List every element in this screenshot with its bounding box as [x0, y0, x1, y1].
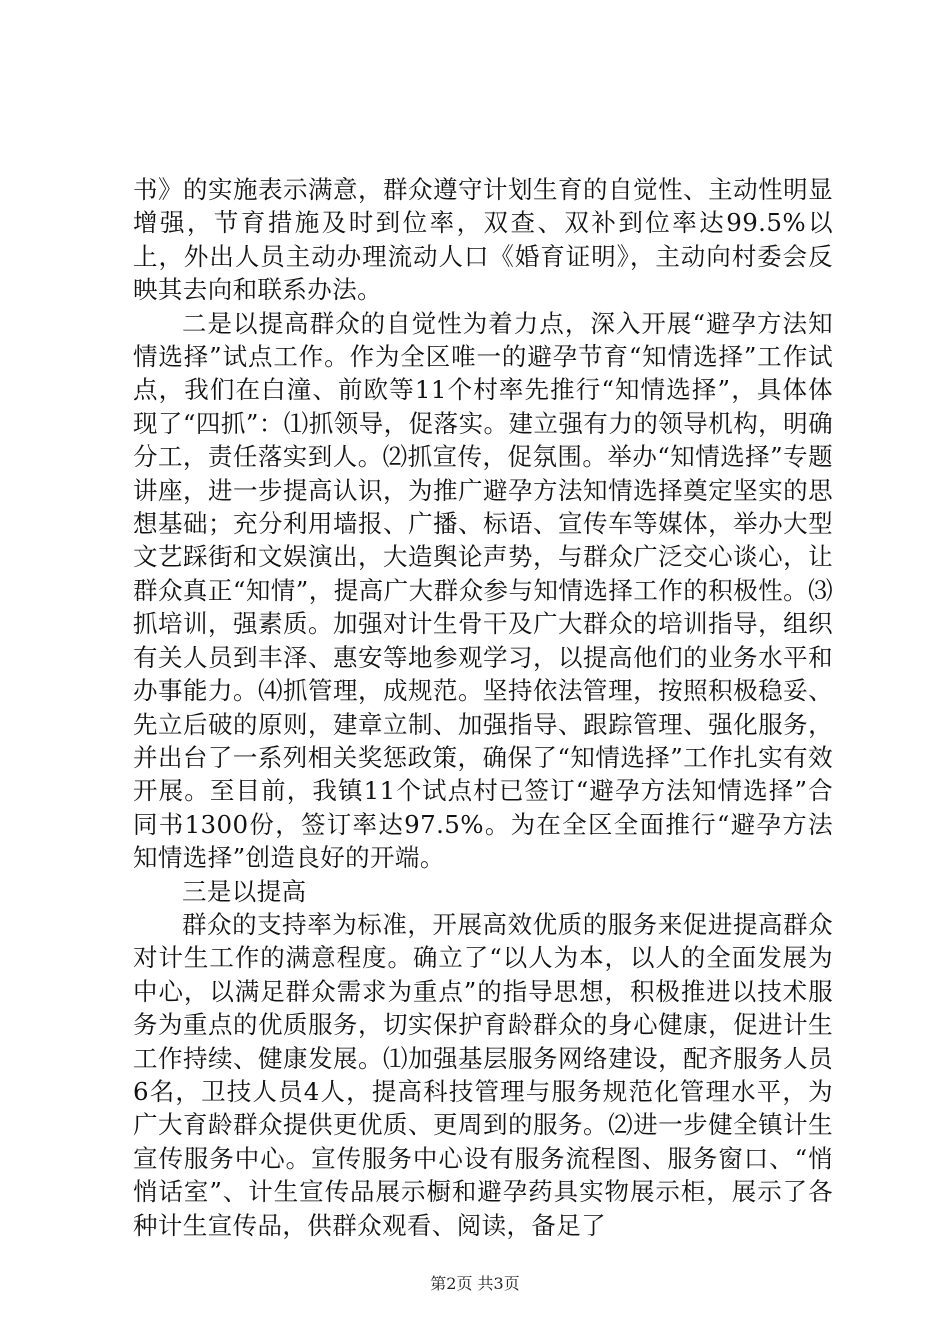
- paragraph-quality-service: 群众的支持率为标准，开展高效优质的服务来促进提高群众对计生工作的满意程度。确立了“以人为本，以人的全面发展为中心，以满足群众需求为重点”的指导思想，积极推进以技术服务为重点的优质服务，切实保护育龄群众的身心健康，促进计生工作持续、健康发展。⑴加强基层服务网络建设，配齐服务人员6名，卫技人员4人，提高科技管理与服务规范化管理水平，为广大育龄群众提供更优质、更周到的服务。⑵进一步健全镇计生宣传服务中心。宣传服务中心设有服务流程图、服务窗口、“悄悄话室”、计生宣传品展示橱和避孕药具实物展示柜，展示了各种计生宣传品，供群众观看、阅读，备足了: [133, 909, 833, 1240]
- document-body: [133, 173, 833, 1242]
- paragraph-third-point-heading: 三是以提高: [182, 876, 307, 906]
- paragraph-informed-choice: 二是以提高群众的自觉性为着力点，深入开展“避孕方法知情选择”试点工作。作为全区唯一的避孕节育“知情选择”工作试点，我们在白潼、前欧等11个村率先推行“知情选择”，具体体现了“四抓”：⑴抓领导，促落实。建立强有力的领导机构，明确分工，责任落实到人。⑵抓宣传，促氛围。举办“知情选择”专题讲座，进一步提高认识，为推广避孕方法知情选择奠定坚实的思想基础；充分利用墙报、广播、标语、宣传车等媒体，举办大型文艺踩街和文娱演出，大造舆论声势，与群众广泛交心谈心，让群众真正“知情”，提高广大群众参与知情选择工作的积极性。⑶抓培训，强素质。加强对计生骨干及广大群众的培训指导，组织有关人员到丰泽、惠安等地参观学习，以提高他们的业务水平和办事能力。⑷抓管理，成规范。坚持依法管理，按照积极稳妥、先立后破的原则，建章立制、加强指导、跟踪管理、强化服务，并出台了一系列相关奖惩政策，确保了“知情选择”工作扎实有效开展。至目前，我镇11个试点村已签订“避孕方法知情选择”合同书1300份，签订率达97.5%。为在全区全面推行“避孕方法知情选择”创造良好的开端。: [133, 308, 833, 873]
- paragraph-continuation: 书》的实施表示满意，群众遵守计划生育的自觉性、主动性明显增强，节育措施及时到位率，双查、双补到位率达99.5%以上，外出人员主动办理流动人口《婚育证明》，主动向村委会反映其去向和联系办法。: [133, 175, 833, 305]
- page-footer: 第2页 共3页: [430, 1274, 520, 1293]
